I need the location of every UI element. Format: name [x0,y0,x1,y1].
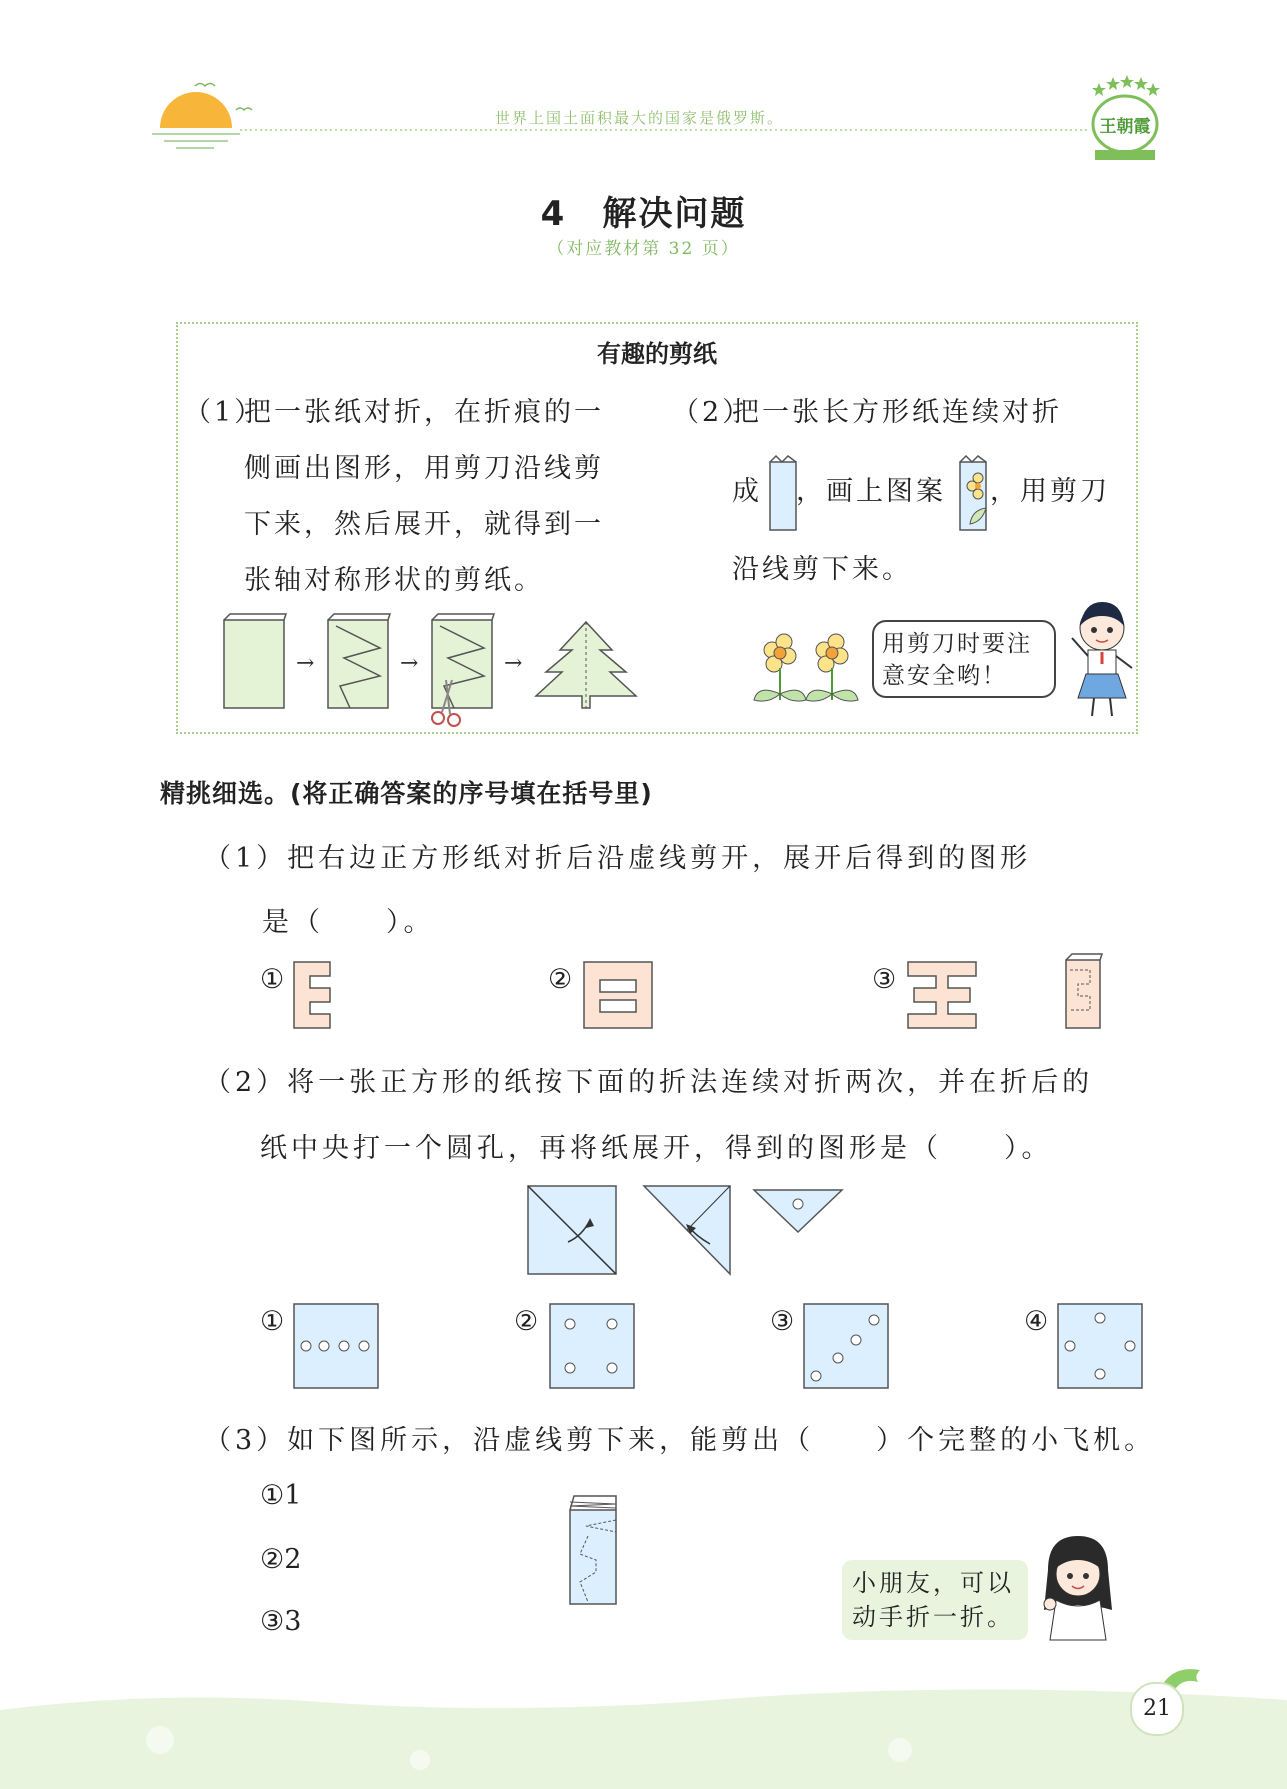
q2-folding-steps [524,1182,854,1278]
paper-cutting-icon [432,614,494,726]
page-subtitle: （对应教材第 32 页） [547,239,740,259]
q3-option3: ③3 [260,1606,302,1637]
section-title: 精挑细选。(将正确答案的序号填在括号里) [160,779,653,808]
q1-folded-paper-icon [1060,950,1106,1032]
example-part1-line4: 张轴对称形状的剪纸。 [244,565,544,596]
q2-option3-label: ③ [770,1306,795,1337]
example-part2-label: （2） [672,397,753,428]
folded-strip-icon [766,452,800,534]
example-title: 有趣的剪纸 [597,340,717,368]
q3-option1: ①1 [260,1480,302,1511]
q1-option3-label: ③ [872,964,897,995]
q1-option1-e-shape [290,958,334,1032]
hint-bubble-line1: 小朋友，可以 [852,1569,1014,1597]
svg-text:→: → [504,651,523,676]
q2-line2: 纸中央打一个圆孔，再将纸展开，得到的图形是（ ）。 [260,1133,1053,1164]
fold-step2-icon [644,1186,730,1274]
svg-text:→: → [296,651,315,676]
example-part2-line2a: 成 [732,476,762,507]
paper-with-drawing-icon [328,614,390,708]
q2-option4-paper [1056,1302,1144,1390]
folded-paper-icon [224,614,286,708]
girl-hint-character-icon [1030,1530,1120,1650]
example-part1-label: （1） [184,397,265,428]
girl-character-icon [1062,598,1142,724]
header-tagline: 世界上国土面积最大的国家是俄罗斯。 [495,109,785,127]
flowers-illustration [744,628,864,708]
q2-option1-paper [292,1302,380,1390]
q1-line1: （1）把右边正方形纸对折后沿虚线剪开，展开后得到的图形 [204,843,1032,874]
q1-option1-label: ① [260,964,285,995]
q3-line1: （3）如下图所示，沿虚线剪下来，能剪出（ ）个完整的小飞机。 [204,1425,1156,1456]
q3-folded-strip [566,1490,622,1608]
fold-step3-icon [754,1190,842,1232]
q2-line1: （2）将一张正方形的纸按下面的折法连续对折两次，并在折后的 [204,1067,1094,1098]
example-part2-line1: 把一张长方形纸连续对折 [732,397,1062,428]
paper-cut-sequence [210,610,670,730]
hint-speech-bubble [842,1560,1028,1640]
tree-shape-icon [536,622,636,708]
page-number: 21 [1130,1682,1184,1736]
safety-bubble-line1: 用剪刀时要注 [882,631,1032,657]
q2-option3-paper [802,1302,890,1390]
hint-bubble-line2: 动手折一折。 [852,1603,1014,1631]
q2-option2-paper [548,1302,636,1390]
q1-option2-label: ② [548,964,573,995]
page-title: 4 解决问题 [540,194,747,234]
folded-strip-pattern-icon [956,452,990,534]
example-part2-line2c: ，用剪刀 [990,476,1110,507]
example-part1-text [244,385,604,609]
example-part1-line3: 下来，然后展开，就得到一 [244,509,604,540]
q2-option2-label: ② [514,1306,539,1337]
example-part2-line3: 沿线剪下来。 [732,554,912,585]
q1-option3-wang-shape [904,958,980,1032]
q1-line2: 是（ ）。 [262,907,435,938]
logo-text: 王朝霞 [1099,117,1151,137]
fold-step1-icon [528,1186,616,1274]
q1-option2-box-shape [580,958,656,1032]
q3-option2: ②2 [260,1544,302,1575]
example-part1-line1: 把一张纸对折，在折痕的一 [244,397,604,428]
example-part1-line2: 侧画出图形，用剪刀沿线剪 [244,453,604,484]
logo-badge [1085,74,1165,162]
footer-grass [0,1680,1287,1789]
example-part2-line2b: ，画上图案 [796,476,946,507]
safety-speech-bubble [872,620,1056,698]
q2-option4-label: ④ [1024,1306,1049,1337]
svg-text:→: → [400,651,419,676]
safety-bubble-line2: 意安全哟！ [882,663,1007,689]
q2-option1-label: ① [260,1306,285,1337]
